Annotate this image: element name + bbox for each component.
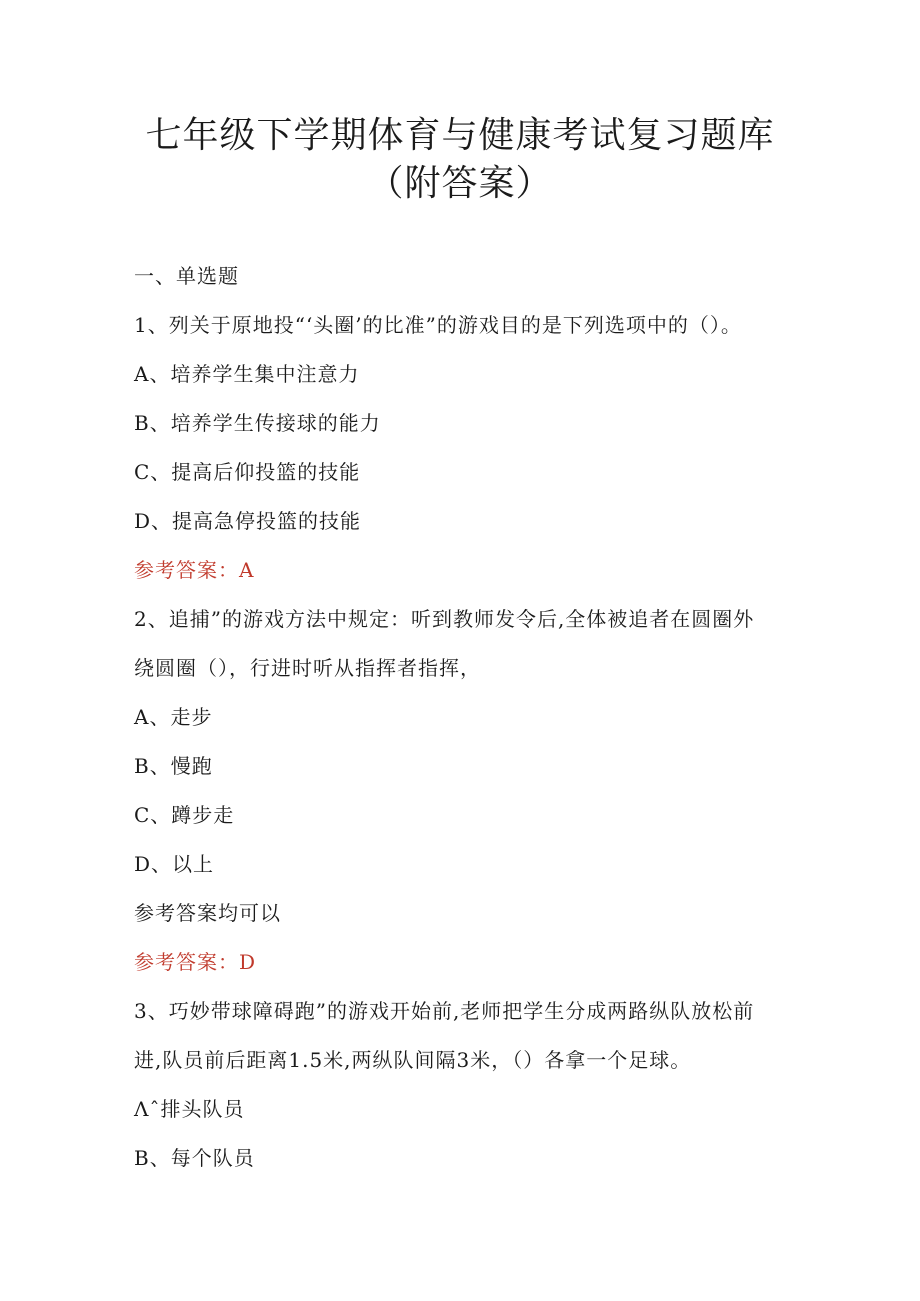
- option-b: B、每个队员: [134, 1146, 255, 1170]
- option-a: A、培养学生集中注意力: [134, 362, 360, 386]
- option-a: A、走步: [134, 705, 213, 729]
- question-stem: 3、巧妙带球障碍跑”的游戏开始前,老师把学生分成两路纵队放松前: [134, 999, 755, 1023]
- question-stem-continued: 绕圆圈（），行进时听从指挥者指挥，: [134, 656, 481, 680]
- answer-key: 参考答案：A: [134, 558, 255, 582]
- option-d-continued: 参考答案均可以: [134, 901, 281, 925]
- option-d: D、提高急停投篮的技能: [134, 509, 362, 533]
- option-c: C、提高后仰投篮的技能: [134, 460, 361, 484]
- option-d: D、以上: [134, 852, 215, 876]
- option-c: C、蹲步走: [134, 803, 235, 827]
- option-b: B、培养学生传接球的能力: [134, 411, 381, 435]
- question-stem: 1、列关于原地投“‘头圈’的比准”的游戏目的是下列选项中的（）。: [134, 313, 742, 337]
- question-stem: 2、追捕”的游戏方法中规定：听到教师发令后,全体被追者在圆圈外: [134, 607, 755, 631]
- question-stem-continued: 进,队员前后距离1.5米,两纵队间隔3米，（）各拿一个足球。: [134, 1048, 692, 1072]
- answer-key: 参考答案：D: [134, 950, 257, 974]
- option-a: Λˆ排头队员: [134, 1097, 245, 1121]
- document-title: 七年级下学期体育与健康考试复习题库: [145, 115, 775, 156]
- section-heading: 一、单选题: [134, 264, 239, 288]
- document-subtitle: （附答案）: [367, 163, 553, 204]
- option-b: B、慢跑: [134, 754, 213, 778]
